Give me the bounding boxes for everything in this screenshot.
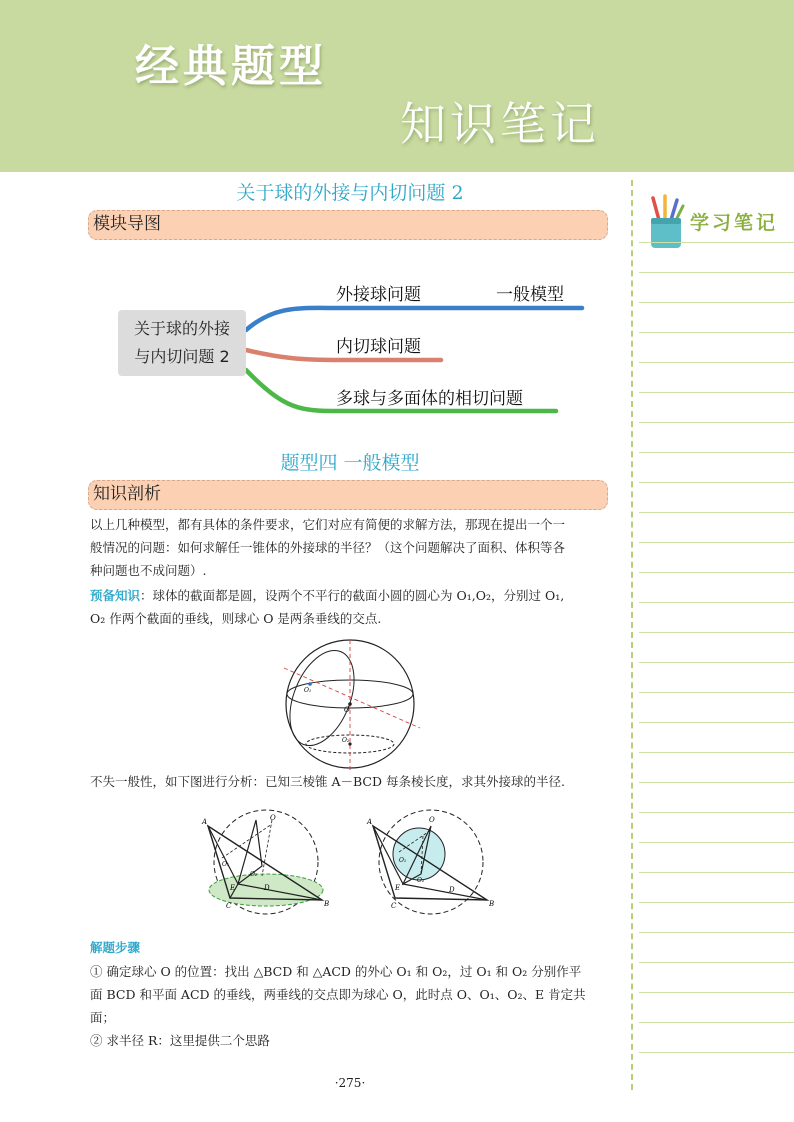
fig2-label-o: O bbox=[429, 816, 435, 824]
mindmap-center-node bbox=[118, 310, 246, 376]
banner-title-line1: 经典题型 bbox=[135, 41, 327, 92]
fig2-label-o2: O₂ bbox=[417, 877, 425, 884]
prep-line1: ：球体的截面都是圆，设两个不平行的截面小圆的圆心为 O₁,O₂，分别过 O₁, bbox=[140, 588, 565, 603]
fig1-label-b: B bbox=[324, 900, 330, 908]
note-line bbox=[639, 932, 794, 933]
note-line bbox=[639, 1052, 794, 1053]
mindmap-branch2: 内切球问题 bbox=[336, 337, 421, 357]
note-line bbox=[639, 992, 794, 993]
steps-heading: 解题步骤 bbox=[90, 940, 141, 955]
sphere-label-o1: O₁ bbox=[304, 687, 312, 694]
sphere-label-o: O bbox=[344, 706, 350, 714]
sidebar-title: 学习笔记 bbox=[690, 212, 779, 234]
fig2-label-c: C bbox=[391, 902, 397, 910]
sphere-label-o2: O₂ bbox=[342, 737, 350, 744]
note-line bbox=[639, 362, 794, 363]
note-line bbox=[639, 1022, 794, 1023]
page-title: 关于球的外接与内切问题 2 bbox=[236, 182, 464, 204]
mindmap-center-line1: 关于球的外接 bbox=[133, 319, 230, 338]
prep-paragraph bbox=[90, 584, 610, 630]
step1-line2: 面 BCD 和平面 ACD 的垂线，两垂线的交点即为球心 O，此时点 O、O₁、O₂、E 肯定共 bbox=[90, 987, 586, 1002]
pencil-cup-icon bbox=[645, 194, 689, 252]
note-line bbox=[639, 542, 794, 543]
note-line bbox=[639, 242, 794, 243]
fig2-label-d: D bbox=[449, 886, 455, 894]
note-line bbox=[639, 692, 794, 693]
note-line bbox=[639, 392, 794, 393]
note-line bbox=[639, 272, 794, 273]
note-line bbox=[639, 962, 794, 963]
sphere-figure bbox=[270, 636, 430, 776]
page-number: ·275· bbox=[334, 1076, 366, 1090]
intro-paragraph bbox=[90, 513, 610, 582]
steps-paragraph bbox=[90, 960, 610, 1052]
mindmap-branches bbox=[0, 0, 640, 430]
general-analysis-text: 不失一般性，如下图进行分析：已知三棱锥 A－BCD 每条棱长度，求其外接球的半径. bbox=[90, 774, 565, 789]
step1-line1: ① 确定球心 O 的位置：找出 △BCD 和 △ACD 的外心 O₁ 和 O₂，过 O₁ 和 O₂ 分别作平 bbox=[90, 964, 582, 979]
branch1-line bbox=[246, 308, 582, 330]
prep-line2: O₂ 作两个截面的垂线，则球心 O 是两条垂线的交点. bbox=[90, 611, 382, 626]
prep-line1-wrap bbox=[90, 584, 610, 607]
note-line bbox=[639, 302, 794, 303]
note-line bbox=[639, 482, 794, 483]
section-bar-knowledge: 知识剖析 bbox=[88, 480, 608, 510]
note-line bbox=[639, 812, 794, 813]
fig1-label-a: A bbox=[202, 818, 208, 826]
fig1-label-c: C bbox=[226, 902, 232, 910]
fig1-label-e: E bbox=[230, 884, 236, 892]
prep-label: 预备知识 bbox=[90, 588, 141, 603]
fig1-label-o2: O₂ bbox=[250, 871, 258, 878]
note-line bbox=[639, 662, 794, 663]
section-bar-module-map: 模块导图 bbox=[88, 210, 608, 240]
mindmap-branch1: 外接球问题 bbox=[336, 285, 421, 305]
banner-title-line2: 知识笔记 bbox=[400, 97, 600, 151]
step2-line: ② 求半径 R：这里提供二个思路 bbox=[90, 1033, 270, 1048]
fig2-label-b: B bbox=[489, 900, 495, 908]
section-subtitle: 题型四 一般模型 bbox=[280, 452, 420, 474]
fig1-label-d: D bbox=[264, 884, 270, 892]
intro-line3: 种问题也不成问题）. bbox=[90, 563, 207, 578]
note-line bbox=[639, 572, 794, 573]
tetrahedron-figure-left bbox=[200, 808, 340, 916]
sidebar-divider bbox=[631, 180, 633, 1090]
fig2-label-e: E bbox=[395, 884, 401, 892]
tetrahedron-figure-right bbox=[365, 808, 505, 916]
fig1-label-o: O bbox=[270, 814, 276, 822]
step1-line3: 面； bbox=[90, 1010, 116, 1025]
fig2-label-o1: O₁ bbox=[399, 857, 407, 864]
note-line bbox=[639, 632, 794, 633]
intro-line1: 以上几种模型，都有具体的条件要求，它们对应有简便的求解方法，那现在提出一个一 bbox=[90, 517, 566, 532]
note-line bbox=[639, 332, 794, 333]
note-line bbox=[639, 752, 794, 753]
note-line bbox=[639, 602, 794, 603]
mindmap-center-line2: 与内切问题 2 bbox=[134, 347, 230, 366]
mindmap-branch1-child: 一般模型 bbox=[496, 285, 564, 305]
note-line bbox=[639, 782, 794, 783]
mindmap-branch3: 多球与多面体的相切问题 bbox=[336, 389, 523, 409]
note-line bbox=[639, 722, 794, 723]
intro-line2: 般情况的问题：如何求解任一锥体的外接球的半径？（这个问题解决了面积、体积等各 bbox=[90, 540, 566, 555]
note-line bbox=[639, 902, 794, 903]
note-line bbox=[639, 422, 794, 423]
note-line bbox=[639, 842, 794, 843]
note-line bbox=[639, 872, 794, 873]
fig2-label-a: A bbox=[367, 818, 373, 826]
note-line bbox=[639, 512, 794, 513]
fig1-label-o1: O₁ bbox=[222, 861, 230, 868]
note-line bbox=[639, 452, 794, 453]
